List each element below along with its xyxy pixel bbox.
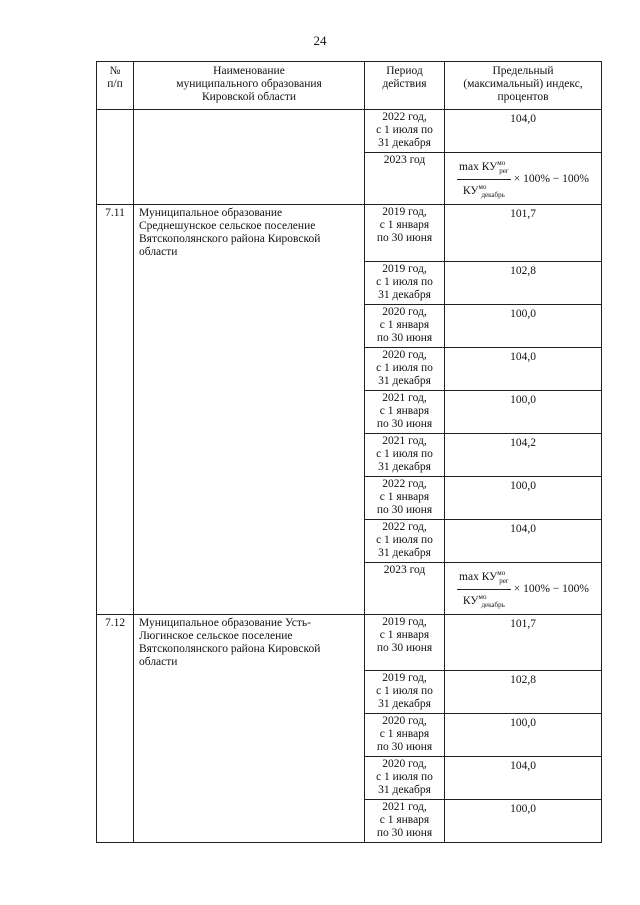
formula-numerator: $\max КУ^{мо}_{рег}$ xyxy=(459,568,509,585)
municipality-name-cell xyxy=(134,304,365,347)
period-line: с 1 января xyxy=(379,318,430,331)
index-value: 100,0 xyxy=(510,803,536,815)
table-row xyxy=(97,153,602,205)
index-value: 104,2 xyxy=(510,436,536,449)
index-value: 101,7 xyxy=(510,208,536,220)
period-line: по 30 июня xyxy=(376,232,433,244)
municipality-name-line: области xyxy=(139,655,178,668)
period-line: с 1 июля по xyxy=(376,771,433,783)
period-line: по 30 июня xyxy=(376,827,433,839)
row-number-cell xyxy=(97,757,134,800)
index-value: 100,0 xyxy=(510,307,536,320)
period-line: с 1 июля по xyxy=(376,447,433,460)
index-cell xyxy=(445,390,602,433)
period-line: 2020 год, xyxy=(382,715,427,727)
period-line: с 1 января xyxy=(379,404,430,417)
period-cell xyxy=(365,714,445,757)
row-number-cell xyxy=(97,205,134,262)
period-line: 2023 год xyxy=(383,563,426,576)
period-cell xyxy=(365,261,445,304)
formula-numerator: $\max КУ^{мо}_{рег}$ xyxy=(459,159,509,175)
row-number-cell xyxy=(97,390,134,433)
header-number: № п/п xyxy=(97,62,134,110)
period-line: по 30 июня xyxy=(376,503,433,516)
row-number-cell xyxy=(97,476,134,519)
period-cell xyxy=(365,433,445,476)
period-cell xyxy=(365,671,445,714)
row-number-cell xyxy=(97,261,134,304)
period-line: 2019 год, xyxy=(382,615,427,628)
table-row xyxy=(97,519,602,562)
period-cell xyxy=(365,800,445,843)
index-cell xyxy=(445,476,602,519)
index-value: 104,0 xyxy=(510,350,536,363)
index-value: 100,0 xyxy=(510,717,536,729)
period-line: 2019 год, xyxy=(382,262,427,275)
period-line: 2021 год, xyxy=(382,391,427,404)
period-line: 2020 год, xyxy=(382,758,427,770)
table-row xyxy=(97,476,602,519)
row-number-cell xyxy=(97,714,134,757)
period-line: с 1 июля по xyxy=(376,275,433,288)
period-line: 2022 год, xyxy=(382,520,427,533)
index-cell xyxy=(445,800,602,843)
table-row xyxy=(97,714,602,757)
period-line: 31 декабря xyxy=(378,137,431,149)
row-number: 7.12 xyxy=(104,616,126,629)
period-line: с 1 июля по xyxy=(376,124,433,136)
row-number-cell xyxy=(97,800,134,843)
period-line: 2022 год, xyxy=(382,477,427,490)
period-cell xyxy=(365,519,445,562)
header-period: Период действия xyxy=(365,62,445,110)
header-index: Предельный (максимальный) индекс, процентов xyxy=(445,62,602,110)
table-row xyxy=(97,347,602,390)
period-cell xyxy=(365,304,445,347)
municipality-name-cell xyxy=(134,153,365,205)
table-row xyxy=(97,390,602,433)
index-cell xyxy=(445,562,602,614)
formula-fraction xyxy=(457,567,511,612)
index-value: 102,8 xyxy=(510,264,536,277)
period-line: с 1 января xyxy=(379,728,430,740)
municipality-name-line: Люгинское сельское поселение xyxy=(139,629,293,642)
municipality-name-line: области xyxy=(139,246,178,258)
period-line: по 30 июня xyxy=(376,331,433,344)
municipality-name-line: Муниципальное образование xyxy=(139,207,283,219)
municipality-name-cell xyxy=(134,261,365,304)
period-line: с 1 января xyxy=(379,814,430,826)
period-cell xyxy=(365,347,445,390)
row-number-cell xyxy=(97,304,134,347)
table-row xyxy=(97,205,602,262)
municipality-name-cell xyxy=(134,110,365,153)
period-cell xyxy=(365,110,445,153)
formula-fraction xyxy=(457,157,511,202)
index-value: 104,0 xyxy=(510,522,536,535)
index-cell xyxy=(445,347,602,390)
period-line: 31 декабря xyxy=(378,698,431,710)
period-line: 31 декабря xyxy=(378,460,431,473)
index-value: 100,0 xyxy=(510,479,536,492)
period-cell xyxy=(365,757,445,800)
municipality-name-cell xyxy=(134,800,365,843)
table-row xyxy=(97,304,602,347)
municipality-name-cell xyxy=(134,519,365,562)
period-line: 31 декабря xyxy=(378,784,431,796)
table-header-row xyxy=(97,62,602,110)
index-value: 100,0 xyxy=(510,393,536,406)
municipality-name-line: Среднешунское сельское поселение xyxy=(139,220,316,232)
row-number-cell xyxy=(97,433,134,476)
index-cell xyxy=(445,110,602,153)
row-number-cell xyxy=(97,110,134,153)
period-line: по 30 июня xyxy=(376,641,433,654)
period-line: 31 декабря xyxy=(378,374,431,387)
formula-denominator: $КУ^{мо}_{декабрь}$ xyxy=(462,592,505,609)
period-line: по 30 июня xyxy=(376,741,433,753)
table-row xyxy=(97,261,602,304)
formula-denominator: $КУ^{мо}_{декабрь}$ xyxy=(462,183,505,199)
header-municipality: Наименование муниципального образования Кировской области xyxy=(134,62,365,110)
municipality-name-line: Муниципальное образование Усть- xyxy=(139,616,311,629)
period-cell xyxy=(365,476,445,519)
municipality-name-cell xyxy=(134,671,365,714)
index-cell xyxy=(445,153,602,205)
municipality-name-cell xyxy=(134,562,365,614)
index-cell xyxy=(445,261,602,304)
period-line: с 1 января xyxy=(379,628,430,641)
table-row xyxy=(97,562,602,614)
period-line: по 30 июня xyxy=(376,417,433,430)
row-number: 7.11 xyxy=(105,207,125,219)
index-value: 104,0 xyxy=(510,113,536,125)
period-line: 2019 год, xyxy=(382,206,427,218)
period-line: 31 декабря xyxy=(378,288,431,301)
period-line: с 1 июля по xyxy=(376,361,433,374)
table-row xyxy=(97,757,602,800)
period-cell xyxy=(365,562,445,614)
tariff-index-table xyxy=(96,61,602,843)
table-row xyxy=(97,110,602,153)
period-line: 2022 год, xyxy=(382,111,427,123)
municipality-name-cell xyxy=(134,714,365,757)
table-row xyxy=(97,614,602,671)
row-number-cell xyxy=(97,671,134,714)
index-value: 104,0 xyxy=(510,760,536,772)
municipality-name-cell xyxy=(134,205,365,262)
index-value: 101,7 xyxy=(510,617,536,630)
municipality-name-cell xyxy=(134,347,365,390)
table-row xyxy=(97,433,602,476)
period-cell xyxy=(365,614,445,671)
period-line: с 1 июля по xyxy=(376,685,433,697)
index-cell xyxy=(445,304,602,347)
index-cell xyxy=(445,205,602,262)
formula-tail: × 100% − 100% xyxy=(513,173,589,185)
municipality-name-line: Вятскополянского района Кировской xyxy=(139,233,321,245)
period-line: 2021 год, xyxy=(382,801,427,813)
period-cell xyxy=(365,205,445,262)
period-line: 2020 год, xyxy=(382,305,427,318)
period-line: 31 декабря xyxy=(378,546,431,559)
municipality-name-line: Вятскополянского района Кировской xyxy=(139,642,321,655)
row-number-cell xyxy=(97,347,134,390)
period-cell xyxy=(365,390,445,433)
index-cell xyxy=(445,757,602,800)
period-line: 2021 год, xyxy=(382,434,427,447)
index-cell xyxy=(445,519,602,562)
table-row xyxy=(97,800,602,843)
period-line: с 1 января xyxy=(379,219,430,231)
page-number: 24 xyxy=(313,33,327,48)
formula-tail: × 100% − 100% xyxy=(513,582,589,595)
municipality-name-cell xyxy=(134,614,365,671)
index-cell xyxy=(445,671,602,714)
row-number-cell xyxy=(97,153,134,205)
municipality-name-cell xyxy=(134,433,365,476)
period-cell xyxy=(365,153,445,205)
table-row xyxy=(97,671,602,714)
period-line: 2020 год, xyxy=(382,348,427,361)
municipality-name-cell xyxy=(134,476,365,519)
period-line: 2023 год xyxy=(383,154,426,166)
index-formula xyxy=(457,156,589,202)
index-cell xyxy=(445,614,602,671)
row-number-cell xyxy=(97,519,134,562)
index-cell xyxy=(445,433,602,476)
municipality-name-cell xyxy=(134,390,365,433)
period-line: 2019 год, xyxy=(382,672,427,684)
index-value: 102,8 xyxy=(510,674,536,686)
period-line: с 1 июля по xyxy=(376,533,433,546)
row-number-cell xyxy=(97,614,134,671)
row-number-cell xyxy=(97,562,134,614)
index-cell xyxy=(445,714,602,757)
period-line: с 1 января xyxy=(379,490,430,503)
municipality-name-cell xyxy=(134,757,365,800)
index-formula xyxy=(457,566,589,612)
